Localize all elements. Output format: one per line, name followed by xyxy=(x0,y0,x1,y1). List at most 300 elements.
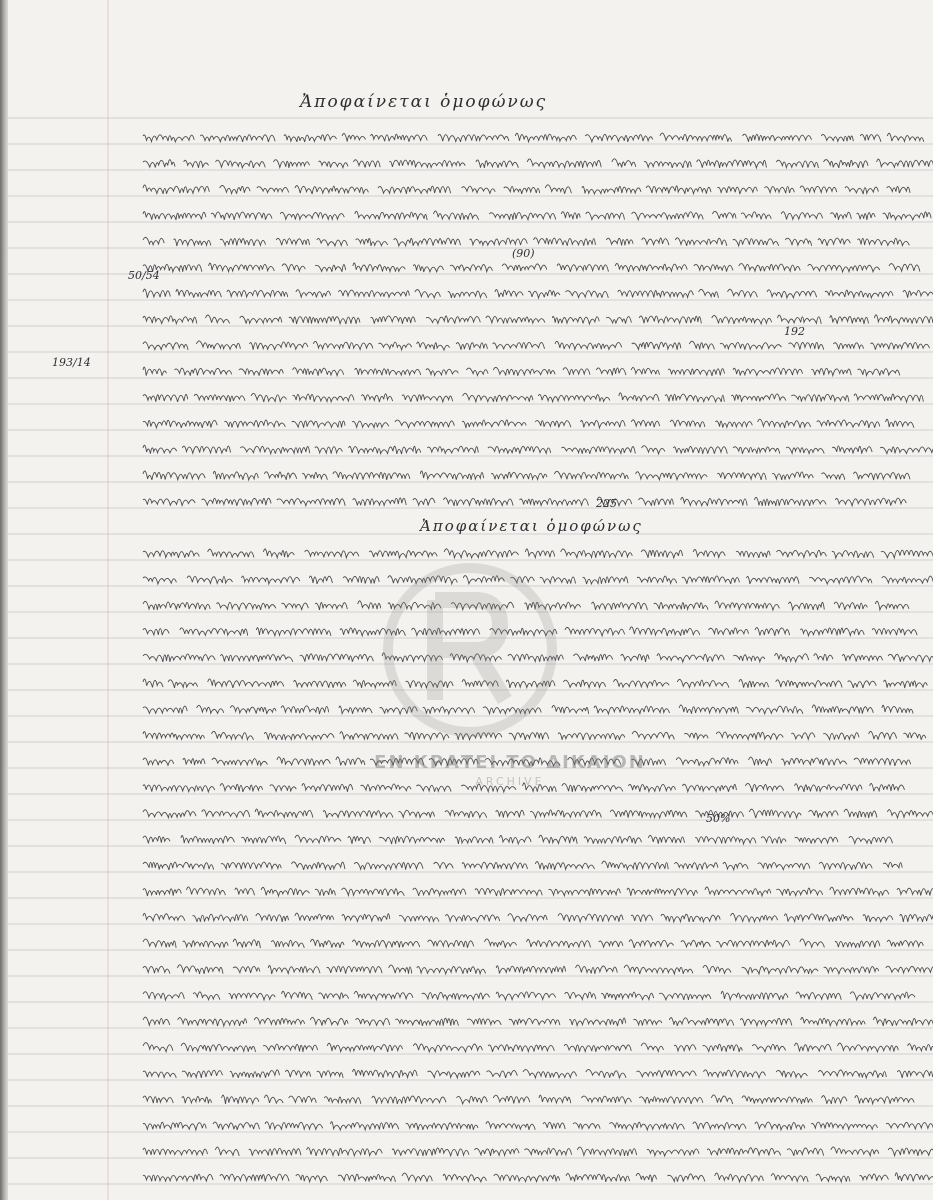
handwritten-word xyxy=(143,420,217,428)
handwritten-word xyxy=(353,498,407,506)
handwritten-word xyxy=(565,992,596,999)
handwritten-word xyxy=(581,420,626,428)
handwritten-word xyxy=(310,1017,348,1025)
handwritten-word xyxy=(143,1122,206,1130)
handwritten-word xyxy=(143,706,187,713)
handwritten-word xyxy=(504,186,540,193)
handwritten-word xyxy=(202,810,250,817)
handwritten-word xyxy=(417,342,450,350)
handwritten-word xyxy=(293,368,344,376)
handwritten-word xyxy=(353,160,380,168)
handwritten-word xyxy=(715,601,780,610)
handwritten-word xyxy=(819,862,872,870)
handwritten-word xyxy=(143,135,194,142)
handwritten-word xyxy=(352,940,419,948)
handwritten-word xyxy=(717,187,757,194)
handwritten-word xyxy=(716,940,789,947)
handwritten-word xyxy=(795,837,838,844)
handwritten-fragment: 192 xyxy=(784,325,805,338)
handwritten-word xyxy=(182,1096,212,1103)
handwritten-word xyxy=(809,576,872,584)
handwritten-word xyxy=(475,888,542,896)
handwritten-word xyxy=(855,1096,914,1104)
handwritten-word xyxy=(220,185,250,193)
handwritten-word xyxy=(693,549,725,557)
handwritten-word xyxy=(632,731,674,739)
handwritten-word xyxy=(413,888,466,896)
handwritten-word xyxy=(463,393,533,401)
handwritten-word xyxy=(573,654,612,661)
handwritten-word xyxy=(209,263,275,272)
handwritten-word xyxy=(213,1122,260,1130)
handwritten-word xyxy=(776,680,842,688)
handwritten-word xyxy=(674,1045,696,1051)
handwritten-word xyxy=(632,212,704,220)
handwritten-word xyxy=(491,472,547,479)
handwritten-word xyxy=(319,993,349,1000)
handwritten-word xyxy=(302,472,327,479)
handwritten-word xyxy=(462,420,526,428)
handwritten-word xyxy=(333,472,410,480)
handwritten-word xyxy=(174,239,211,246)
handwritten-word xyxy=(636,1173,657,1182)
handwritten-word xyxy=(280,212,344,219)
handwritten-word xyxy=(786,447,824,453)
handwritten-word xyxy=(832,446,872,454)
handwritten-word xyxy=(584,836,641,843)
handwritten-word xyxy=(331,1122,399,1130)
handwritten-word xyxy=(255,809,313,818)
handwritten-word xyxy=(889,264,920,272)
handwritten-word xyxy=(705,887,771,896)
handwritten-word xyxy=(822,1096,848,1104)
handwritten-word xyxy=(524,1148,571,1156)
handwritten-word xyxy=(476,160,519,168)
handwritten-word xyxy=(289,317,360,324)
handwritten-word xyxy=(295,835,341,843)
handwritten-word xyxy=(402,1173,432,1182)
handwritten-word xyxy=(606,238,633,245)
handwritten-word xyxy=(631,420,659,427)
handwritten-word xyxy=(776,160,818,168)
handwritten-word xyxy=(569,1018,626,1026)
handwritten-word xyxy=(665,394,724,402)
handwritten-word xyxy=(563,680,605,687)
handwritten-word xyxy=(539,1095,571,1103)
handwritten-word xyxy=(224,420,285,428)
handwritten-word xyxy=(615,263,687,272)
handwritten-word xyxy=(356,238,388,246)
handwritten-word xyxy=(883,212,931,220)
handwritten-word xyxy=(143,551,199,558)
handwritten-word xyxy=(443,1174,486,1182)
handwritten-word xyxy=(315,889,335,896)
handwritten-word xyxy=(749,757,772,766)
handwritten-word xyxy=(869,731,897,739)
handwritten-word xyxy=(353,1069,418,1077)
handwritten-word xyxy=(606,317,631,324)
handwritten-word xyxy=(697,160,767,168)
handwritten-word xyxy=(554,471,628,479)
handwritten-word xyxy=(731,913,778,922)
handwritten-word xyxy=(883,862,902,867)
handwritten-word xyxy=(181,835,234,843)
handwritten-word xyxy=(379,836,445,844)
handwritten-word xyxy=(369,551,437,558)
handwritten-word xyxy=(180,628,248,636)
handwritten-word xyxy=(284,135,337,142)
handwritten-word xyxy=(474,1148,519,1156)
handwritten-word xyxy=(860,134,881,141)
handwritten-word xyxy=(561,212,580,220)
handwritten-word xyxy=(781,212,822,220)
handwritten-word xyxy=(281,706,329,714)
handwritten-word xyxy=(900,914,933,922)
handwritten-word xyxy=(721,991,788,1000)
handwritten-word xyxy=(467,1019,501,1025)
handwritten-word xyxy=(728,289,758,297)
handwritten-word xyxy=(785,238,811,246)
handwritten-word xyxy=(200,135,275,142)
handwritten-word xyxy=(549,889,621,896)
handwritten-word xyxy=(884,680,928,688)
handwritten-word xyxy=(558,733,625,740)
handwritten-word xyxy=(555,341,622,349)
handwritten-word xyxy=(457,1096,488,1104)
handwritten-word xyxy=(292,421,345,428)
handwritten-word xyxy=(733,655,765,662)
handwritten-word xyxy=(715,1173,764,1182)
handwritten-word xyxy=(888,654,933,662)
handwritten-word xyxy=(789,602,825,610)
handwritten-word xyxy=(422,992,490,999)
handwritten-word xyxy=(717,473,766,480)
handwritten-word xyxy=(775,654,809,662)
handwritten-word xyxy=(720,342,781,349)
handwritten-word xyxy=(394,238,461,246)
handwritten-word xyxy=(895,1173,933,1182)
handwritten-word xyxy=(592,602,648,610)
handwritten-word xyxy=(858,369,900,376)
handwritten-word xyxy=(342,888,405,896)
handwritten-word xyxy=(143,836,170,843)
handwritten-word xyxy=(631,915,653,922)
handwritten-word xyxy=(528,290,560,298)
handwritten-word xyxy=(183,941,228,948)
handwritten-word xyxy=(704,1070,766,1078)
handwritten-word xyxy=(406,1123,478,1130)
handwritten-word xyxy=(755,1122,805,1130)
handwritten-word xyxy=(794,1043,831,1051)
handwritten-word xyxy=(886,966,933,973)
handwritten-word xyxy=(801,628,865,636)
handwritten-word xyxy=(887,186,910,193)
handwritten-word xyxy=(143,1071,176,1078)
handwritten-word xyxy=(427,446,478,453)
handwritten-word xyxy=(573,1123,600,1129)
handwritten-word xyxy=(182,1070,222,1078)
handwritten-word xyxy=(736,551,770,558)
handwritten-word xyxy=(871,343,930,350)
handwritten-word xyxy=(222,1095,259,1104)
handwritten-word xyxy=(352,421,389,428)
handwritten-word xyxy=(315,447,343,454)
handwritten-word xyxy=(143,342,188,350)
handwritten-word xyxy=(358,601,381,609)
handwritten-word xyxy=(520,499,589,506)
handwritten-word xyxy=(527,939,591,948)
handwritten-word xyxy=(187,576,233,583)
page-heading: Ἀποφαίνεται ὁμοφώνως xyxy=(300,92,548,112)
handwritten-word xyxy=(508,914,547,921)
handwritten-word xyxy=(211,212,272,220)
handwritten-word xyxy=(445,915,499,922)
handwritten-word xyxy=(488,446,551,453)
handwritten-word xyxy=(776,1070,807,1077)
handwritten-word xyxy=(274,160,310,168)
handwritten-word xyxy=(143,1096,173,1103)
handwritten-word xyxy=(636,472,708,480)
handwritten-word xyxy=(143,1043,173,1052)
handwritten-word xyxy=(695,837,756,844)
handwritten-word xyxy=(854,394,923,402)
handwritten-word xyxy=(324,1097,361,1104)
handwritten-word xyxy=(811,368,851,375)
handwritten-word xyxy=(821,473,844,480)
handwritten-word xyxy=(767,290,817,298)
handwritten-word xyxy=(752,1044,785,1051)
handwritten-word xyxy=(642,238,669,245)
handwritten-word xyxy=(486,1122,535,1130)
handwritten-word xyxy=(787,1148,824,1156)
handwritten-word xyxy=(194,394,245,402)
handwritten-word xyxy=(761,837,786,844)
handwritten-word xyxy=(443,498,513,506)
handwritten-word xyxy=(870,783,905,791)
handwritten-word xyxy=(143,1017,170,1025)
handwritten-word xyxy=(143,367,167,376)
handwritten-word xyxy=(323,811,393,818)
handwritten-word xyxy=(296,290,331,298)
handwritten-word xyxy=(202,498,272,506)
handwritten-word xyxy=(428,940,474,948)
handwritten-word xyxy=(143,394,188,402)
handwritten-word xyxy=(809,810,839,817)
handwritten-word xyxy=(739,264,800,272)
handwritten-word xyxy=(682,576,740,584)
handwritten-word xyxy=(143,628,169,635)
handwritten-word xyxy=(596,368,626,376)
handwritten-word xyxy=(860,1174,889,1181)
handwritten-fragment: (90) xyxy=(512,247,535,260)
handwritten-word xyxy=(143,992,184,1000)
handwritten-word xyxy=(610,810,687,818)
handwritten-word xyxy=(293,394,354,402)
handwritten-word xyxy=(888,1148,933,1156)
handwritten-word xyxy=(455,837,493,844)
handwritten-word xyxy=(515,133,576,141)
handwritten-word xyxy=(289,1096,317,1103)
handwritten-word xyxy=(143,316,197,324)
handwritten-word xyxy=(586,1070,626,1078)
handwritten-word xyxy=(657,654,724,662)
handwritten-word xyxy=(637,1070,697,1077)
handwritten-word xyxy=(694,264,733,271)
handwritten-word xyxy=(832,551,874,558)
handwritten-word xyxy=(535,421,571,428)
handwritten-word xyxy=(143,1148,208,1155)
handwritten-word xyxy=(716,732,783,740)
handwritten-word xyxy=(854,758,911,766)
handwritten-word xyxy=(674,862,718,869)
handwritten-word xyxy=(426,369,459,376)
handwritten-word xyxy=(271,940,304,948)
handwritten-word xyxy=(261,887,309,896)
handwritten-word xyxy=(342,914,390,922)
handwritten-word xyxy=(327,966,383,974)
handwritten-word xyxy=(880,447,933,454)
handwritten-word xyxy=(648,835,684,843)
handwritten-word xyxy=(740,1018,792,1026)
handwritten-word xyxy=(496,966,565,974)
handwritten-word xyxy=(863,915,893,922)
handwritten-word xyxy=(742,966,818,974)
handwritten-word xyxy=(711,1095,732,1104)
handwritten-word xyxy=(168,680,197,688)
handwritten-word xyxy=(176,289,222,297)
handwritten-word xyxy=(817,420,880,428)
handwritten-word xyxy=(356,1018,390,1025)
handwritten-word xyxy=(395,420,455,428)
handwritten-word xyxy=(715,421,752,428)
handwritten-word xyxy=(371,316,416,324)
handwritten-word xyxy=(183,758,205,765)
handwritten-word xyxy=(349,446,421,454)
handwritten-word xyxy=(186,887,225,895)
handwritten-word xyxy=(264,1095,283,1103)
handwritten-word xyxy=(220,239,266,246)
handwritten-word xyxy=(670,420,705,427)
handwritten-word xyxy=(295,913,334,921)
handwritten-word xyxy=(184,160,209,168)
handwritten-word xyxy=(857,213,875,220)
handwritten-word xyxy=(873,1017,933,1026)
handwritten-word xyxy=(240,316,282,323)
handwritten-word xyxy=(789,342,824,349)
handwritten-word xyxy=(220,1174,289,1181)
handwritten-word xyxy=(631,367,659,374)
handwritten-word xyxy=(309,576,332,584)
handwritten-word xyxy=(399,915,439,921)
handwritten-word xyxy=(263,549,294,558)
handwritten-word xyxy=(566,1174,630,1182)
handwritten-word xyxy=(300,654,373,662)
handwritten-word xyxy=(808,264,880,272)
handwritten-word xyxy=(389,965,412,974)
handwritten-word xyxy=(530,810,601,818)
handwritten-word xyxy=(143,471,205,480)
handwritten-word xyxy=(143,810,196,818)
handwritten-word xyxy=(602,861,669,870)
handwritten-word xyxy=(746,706,803,714)
handwritten-word xyxy=(739,680,769,688)
handwritten-word xyxy=(282,991,313,1000)
handwritten-word xyxy=(668,369,724,376)
handwritten-word xyxy=(654,602,708,609)
handwritten-word xyxy=(282,603,309,609)
handwritten-word xyxy=(434,862,454,868)
handwritten-word xyxy=(561,549,633,558)
handwritten-word xyxy=(875,601,909,610)
handwritten-word xyxy=(230,706,276,714)
handwritten-word xyxy=(264,732,334,739)
handwritten-word xyxy=(296,1174,328,1181)
handwritten-word xyxy=(489,212,556,219)
handwritten-word xyxy=(143,601,210,610)
handwritten-word xyxy=(221,862,281,869)
handwritten-word xyxy=(208,679,284,688)
handwritten-word xyxy=(143,862,214,870)
handwritten-fragment: 225 xyxy=(596,497,617,510)
handwritten-word xyxy=(426,316,480,324)
handwritten-word xyxy=(434,211,479,220)
handwritten-word xyxy=(240,446,310,453)
handwritten-word xyxy=(712,211,736,218)
handwritten-word xyxy=(824,160,869,168)
handwritten-word xyxy=(637,576,677,583)
handwritten-word xyxy=(562,447,636,454)
handwritten-word xyxy=(903,290,933,297)
handwritten-word xyxy=(565,291,608,298)
handwritten-word xyxy=(445,810,487,818)
handwritten-word xyxy=(277,498,345,505)
handwritten-word xyxy=(143,289,170,298)
handwritten-word xyxy=(684,733,708,739)
handwritten-word xyxy=(634,1019,663,1025)
handwritten-word xyxy=(265,1122,323,1130)
handwritten-word xyxy=(495,290,523,298)
handwritten-word xyxy=(872,628,917,635)
handwritten-word xyxy=(681,497,747,506)
handwritten-word xyxy=(743,134,812,141)
handwritten-word xyxy=(814,654,833,661)
handwritten-word xyxy=(500,835,532,843)
handwritten-word xyxy=(177,965,223,974)
handwritten-word xyxy=(233,966,260,972)
handwritten-word xyxy=(659,993,711,1000)
handwritten-word xyxy=(372,1096,446,1104)
handwritten-word xyxy=(733,447,780,454)
handwritten-word xyxy=(586,212,625,220)
handwritten-word xyxy=(699,289,719,297)
handwritten-word xyxy=(196,341,240,349)
handwritten-word xyxy=(639,316,701,323)
handwritten-word xyxy=(235,888,255,895)
handwritten-word xyxy=(257,187,289,193)
handwritten-word xyxy=(731,394,786,402)
handwritten-word xyxy=(908,1044,933,1051)
handwritten-word xyxy=(897,888,933,895)
handwritten-word xyxy=(594,706,670,714)
archive-seal-watermark xyxy=(380,560,560,740)
handwritten-word xyxy=(428,1071,480,1078)
handwritten-word xyxy=(241,836,285,844)
handwritten-word xyxy=(830,212,851,220)
handwritten-word xyxy=(747,576,800,583)
handwritten-word xyxy=(897,1071,933,1078)
handwritten-word xyxy=(413,1044,482,1052)
handwritten-word xyxy=(784,914,853,922)
